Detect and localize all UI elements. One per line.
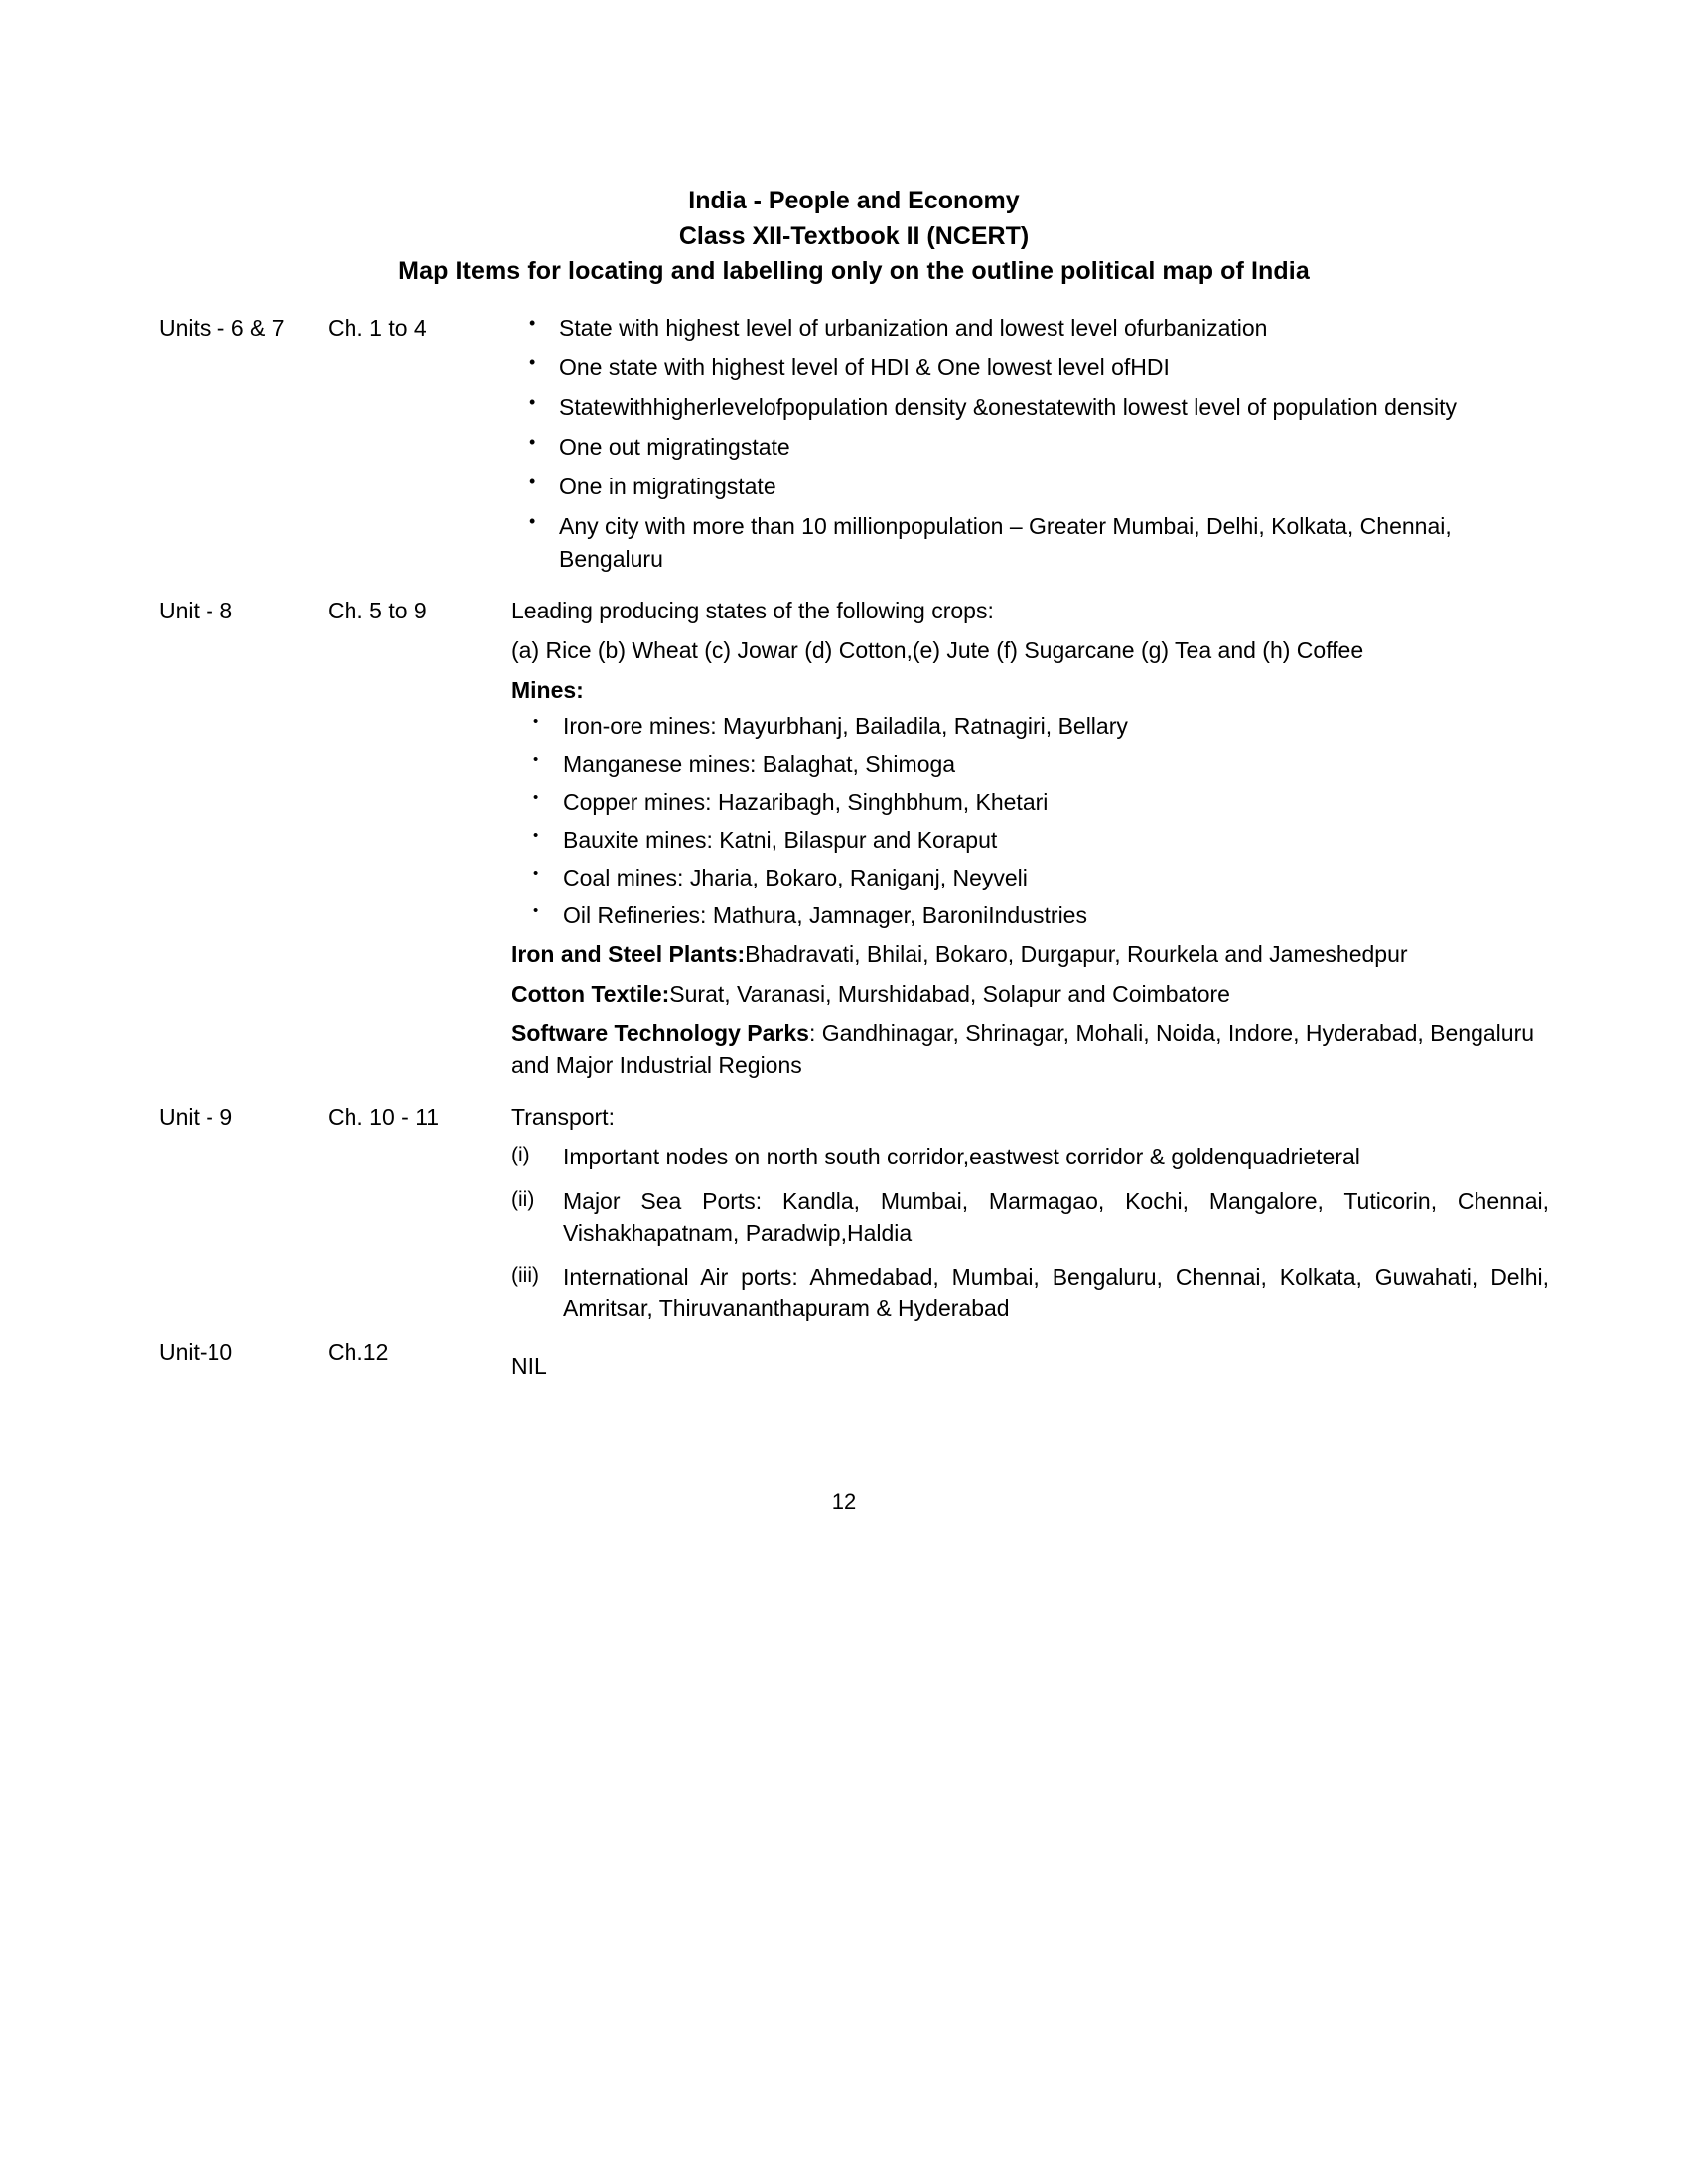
- list-item: [511, 1141, 1549, 1172]
- cotton-textile-text: Surat, Varanasi, Murshidabad, Solapur and Coimbatore: [669, 980, 1230, 1007]
- table-row: [159, 1101, 1549, 1336]
- document-title-block: [159, 184, 1549, 290]
- list-item: • Coal mines: Jharia, Bokaro, Raniganj, Neyveli: [511, 862, 1549, 893]
- list-item: [511, 1185, 1549, 1249]
- list-item: • Statewithhigherlevelofpopulation density &onestatewith lowest level of population density: [511, 391, 1549, 423]
- crops-intro: Leading producing states of the following crops:: [511, 597, 994, 623]
- list-marker: (ii): [511, 1187, 535, 1211]
- unit-label-4: Unit-10: [159, 1339, 233, 1366]
- unit-label-1: Units - 6 & 7: [159, 314, 285, 341]
- list-item-text: Important nodes on north south corridor,eastwest corridor & goldenquadrieteral: [563, 1144, 1360, 1170]
- transport-list: [511, 1141, 1549, 1324]
- list-item-text: Major Sea Ports: Kandla, Mumbai, Marmagao, Kochi, Mangalore, Tuticorin, Chennai, Vishakhapatnam, Paradwip,Haldia: [563, 1187, 1549, 1246]
- list-item: • Iron-ore mines: Mayurbhanj, Bailadila, Ratnagiri, Bellary: [511, 710, 1549, 742]
- list-item: • One out migratingstate: [511, 431, 1549, 463]
- chapter-label-1: Ch. 1 to 4: [328, 314, 427, 341]
- iron-steel-text: Bhadravati, Bhilai, Bokaro, Durgapur, Rourkela and Jameshedpur: [745, 940, 1408, 967]
- page-number: 12: [831, 1489, 857, 1514]
- row-body-1: [511, 312, 1549, 583]
- title-line-2: Class XII-Textbook II (NCERT): [678, 221, 1030, 250]
- unit-6-7-bullet-list: [511, 312, 1549, 575]
- mines-list: [511, 710, 1549, 931]
- software-parks-text: : Gandhinagar, Shrinagar, Mohali, Noida, Indore, Hyderabad, Bengaluru and Major Industrial Regions: [511, 1020, 1535, 1079]
- map-items-table: [159, 312, 1549, 1383]
- unit-label-2: Unit - 8: [159, 597, 233, 623]
- title-line-3: Map Items for locating and labelling only on the outline political map of India: [398, 257, 1310, 285]
- software-parks-label: Software Technology Parks: [511, 1020, 809, 1046]
- list-item: • Bauxite mines: Katni, Bilaspur and Koraput: [511, 824, 1549, 856]
- list-item: • State with highest level of urbanization and lowest level ofurbanization: [511, 312, 1549, 343]
- software-parks: [511, 1018, 1549, 1081]
- title-line-1: India - People and Economy: [688, 187, 1020, 214]
- list-item: • One state with highest level of HDI & One lowest level ofHDI: [511, 351, 1549, 383]
- chapter-label-3: Ch. 10 - 11: [328, 1104, 440, 1131]
- cotton-textile: [511, 978, 1549, 1010]
- document-content: [159, 184, 1549, 1383]
- list-item: • Manganese mines: Balaghat, Shimoga: [511, 749, 1549, 780]
- row-body-3: [511, 1101, 1549, 1336]
- unit-10-value: NIL: [511, 1353, 547, 1380]
- unit-label-3: Unit - 9: [159, 1104, 233, 1131]
- row-spacer: [159, 583, 1549, 595]
- row-spacer: [159, 1089, 1549, 1101]
- list-item: • One in migratingstate: [511, 471, 1549, 502]
- list-item: • Any city with more than 10 millionpopulation – Greater Mumbai, Delhi, Kolkata, Chennai, Bengaluru: [511, 510, 1549, 574]
- table-row: [159, 312, 1549, 583]
- chapter-label-4: Ch.12: [328, 1339, 389, 1366]
- list-item: • Copper mines: Hazaribagh, Singhbhum, Khetari: [511, 786, 1549, 818]
- table-row: [159, 1336, 1549, 1382]
- row-body-2: [511, 595, 1549, 1089]
- list-item-text: International Air ports: Ahmedabad, Mumbai, Bengaluru, Chennai, Kolkata, Guwahati, Delhi, Amritsar, Thiruvananthapuram & Hyderabad: [563, 1264, 1549, 1322]
- list-marker: (i): [511, 1144, 530, 1167]
- mines-heading: Mines:: [511, 677, 584, 704]
- iron-steel-label: Iron and Steel Plants:: [511, 940, 746, 967]
- list-item: • Oil Refineries: Mathura, Jamnager, BaroniIndustries: [511, 899, 1549, 931]
- cotton-textile-label: Cotton Textile:: [511, 980, 670, 1007]
- list-marker: (iii): [511, 1264, 539, 1287]
- table-row: [159, 595, 1549, 1089]
- iron-steel-plants: [511, 938, 1549, 970]
- transport-intro: Transport:: [511, 1104, 615, 1131]
- list-item: [511, 1261, 1549, 1324]
- crops-list: (a) Rice (b) Wheat (c) Jowar (d) Cotton,(e) Jute (f) Sugarcane (g) Tea and (h) Coffee: [511, 637, 1364, 663]
- row-body-4: [511, 1336, 1549, 1382]
- chapter-label-2: Ch. 5 to 9: [328, 597, 427, 623]
